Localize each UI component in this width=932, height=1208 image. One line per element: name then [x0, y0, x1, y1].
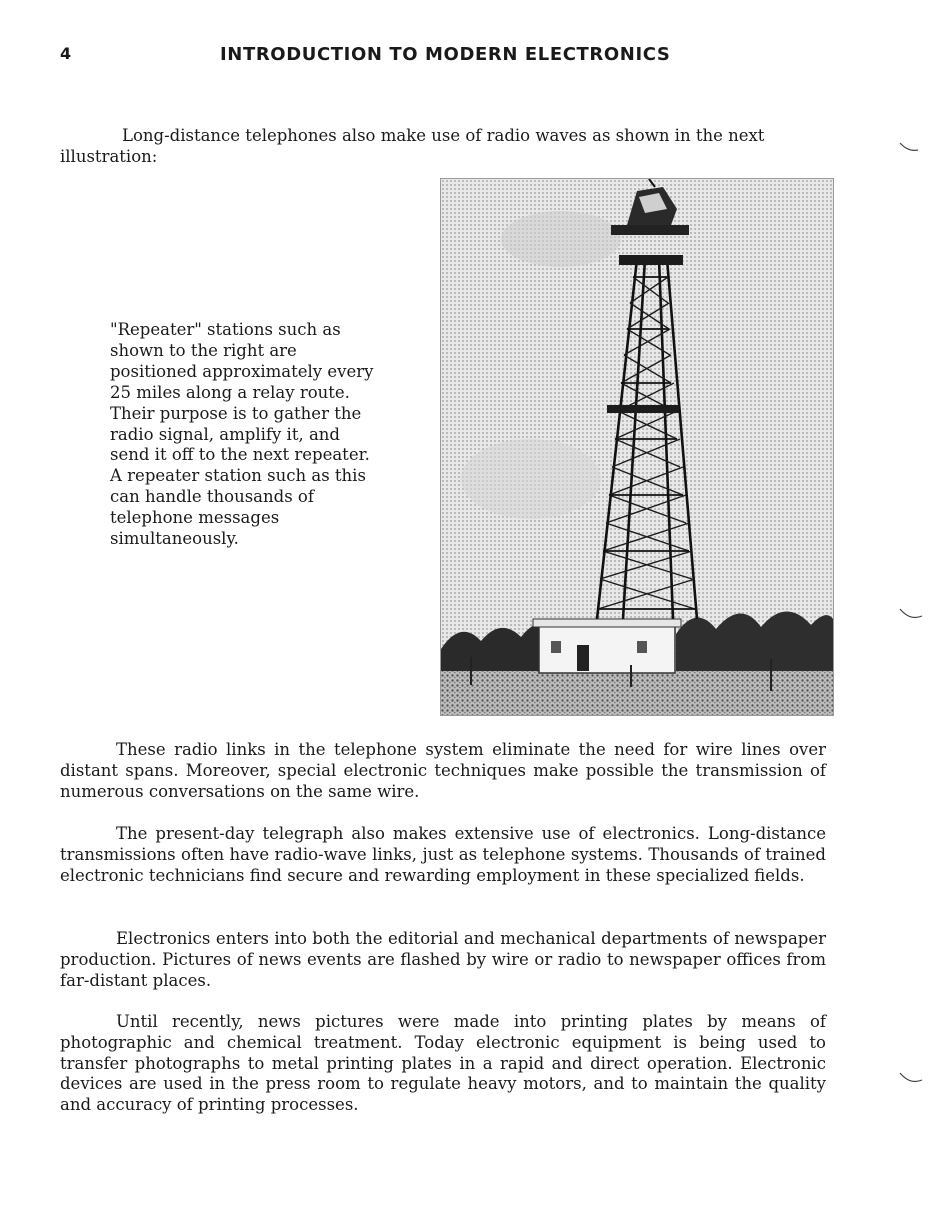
margin-mark-bottom	[898, 1070, 924, 1086]
body-paragraph-2: The present-day telegraph also makes extensive use of electronics. Long-distance transmissions often have radio-wave links, just as telephone systems. Thousands of trained electronic technicians find secure and rewarding employment in these specialized fields.	[60, 824, 826, 885]
page-number: 4	[60, 44, 72, 63]
tower-illustration	[441, 179, 833, 715]
intro-paragraph: Long-distance telephones also make use of radio waves as shown in the next illustration:	[60, 126, 765, 166]
body-paragraph-3: Electronics enters into both the editorial and mechanical departments of newspaper production. Pictures of news events are flashed by wire or radio to newspaper offices from far-distant places.	[60, 929, 826, 990]
body-paragraph-4: Until recently, news pictures were made into printing plates by means of photographic and chemical treatment. Today electronic equipment is being used to transfer photographs to metal printing plates in a rapid and direct operation. Electronic devices are used in the press room to regulate heavy motors, and to maintain the quality and accuracy of printing processes.	[60, 1012, 826, 1115]
running-title: INTRODUCTION TO MODERN ELECTRONICS	[220, 44, 671, 65]
margin-mark-middle	[898, 606, 924, 622]
figure-caption: "Repeater" stations such as shown to the right are positioned approximately every 25 miles along a relay route. Their purpose is to gather the radio signal, amplify it, and send it off to the next repeater. A repeater station such as this can handle thousands of telephone messages simultaneously.	[110, 320, 374, 549]
body-paragraph-1: These radio links in the telephone system eliminate the need for wire lines over distant spans. Moreover, special electronic techniques make possible the transmission of numerous conversations on the same wire.	[60, 740, 826, 801]
margin-mark-top	[898, 140, 920, 154]
repeater-tower-photo	[440, 178, 834, 716]
